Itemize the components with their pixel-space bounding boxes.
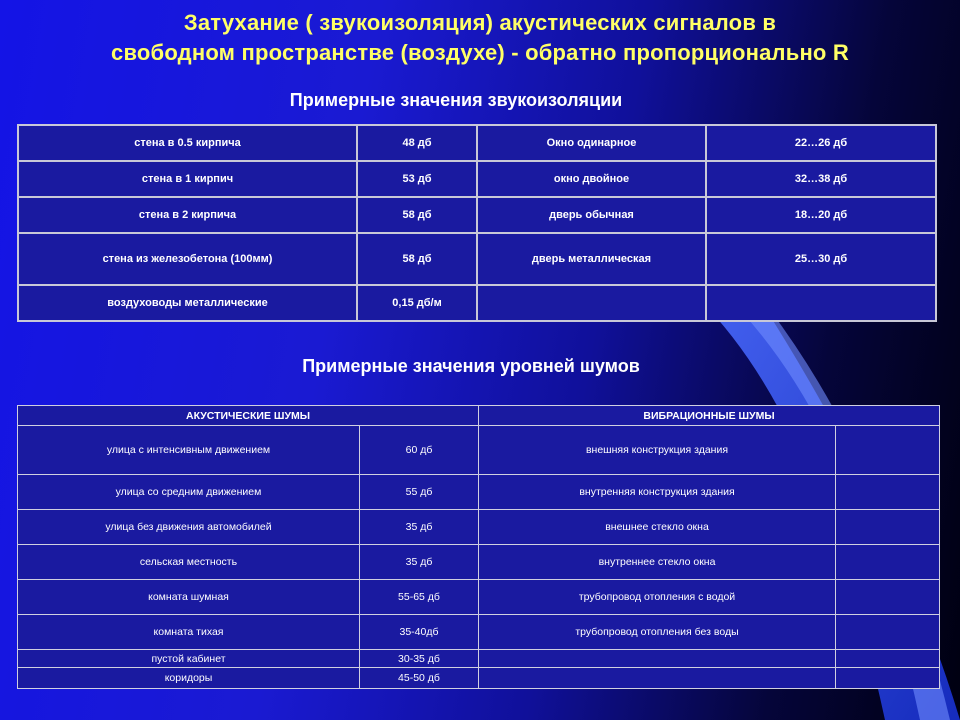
- opening-cell: Окно одинарное: [477, 125, 706, 161]
- noise-row: [18, 545, 940, 580]
- opening-cell: [477, 285, 706, 321]
- insulation-heading: Примерные значения звукоизоляции: [289, 90, 623, 110]
- insulation-table: [17, 124, 937, 322]
- acoustic-level-cell: 30-35 дб: [360, 650, 479, 668]
- noise-row: [18, 510, 940, 545]
- vibration-level-cell: [836, 426, 940, 475]
- acoustic-level-cell: 35-40дб: [360, 615, 479, 650]
- slide-title-line-2: свободном пространстве (воздухе) - обратно пропорционально R: [111, 40, 849, 65]
- material-cell: стена в 0.5 кирпича: [18, 125, 357, 161]
- slide-title: [20, 8, 940, 68]
- insulation-row: [18, 197, 936, 233]
- vibration-level-cell: [836, 580, 940, 615]
- vibration-level-cell: [836, 668, 940, 689]
- opening-cell: окно двойное: [477, 161, 706, 197]
- noise-row: [18, 650, 940, 668]
- noise-row: [18, 580, 940, 615]
- vibration-source-cell: внешнее стекло окна: [479, 510, 836, 545]
- noise-heading: Примерные значения уровней шумов: [302, 356, 640, 376]
- acoustic-level-cell: 60 дб: [360, 426, 479, 475]
- acoustic-level-cell: 55-65 дб: [360, 580, 479, 615]
- acoustic-source-cell: улица с интенсивным движением: [18, 426, 360, 475]
- vibration-source-cell: внешняя конструкция здания: [479, 426, 836, 475]
- vibration-level-cell: [836, 475, 940, 510]
- vibration-noise-header: ВИБРАЦИОННЫЕ ШУМЫ: [479, 406, 940, 426]
- acoustic-level-cell: 45-50 дб: [360, 668, 479, 689]
- material-cell: стена в 1 кирпич: [18, 161, 357, 197]
- acoustic-source-cell: коридоры: [18, 668, 360, 689]
- insulation-value-cell: 53 дб: [357, 161, 477, 197]
- opening-cell: дверь металлическая: [477, 233, 706, 285]
- vibration-source-cell: [479, 650, 836, 668]
- acoustic-noise-header: АКУСТИЧЕСКИЕ ШУМЫ: [18, 406, 479, 426]
- acoustic-source-cell: сельская местность: [18, 545, 360, 580]
- opening-value-cell: 25…30 дб: [706, 233, 936, 285]
- noise-row: [18, 668, 940, 689]
- opening-value-cell: 22…26 дб: [706, 125, 936, 161]
- acoustic-source-cell: комната шумная: [18, 580, 360, 615]
- opening-cell: дверь обычная: [477, 197, 706, 233]
- insulation-row: [18, 125, 936, 161]
- vibration-source-cell: трубопровод отопления с водой: [479, 580, 836, 615]
- opening-value-cell: [706, 285, 936, 321]
- noise-row: [18, 426, 940, 475]
- insulation-value-cell: 58 дб: [357, 197, 477, 233]
- noise-row: [18, 615, 940, 650]
- slide-title-line-1: Затухание ( звукоизоляция) акустических сигналов в: [183, 10, 777, 35]
- acoustic-level-cell: 35 дб: [360, 510, 479, 545]
- material-cell: воздуховоды металлические: [18, 285, 357, 321]
- vibration-source-cell: [479, 668, 836, 689]
- noise-table: [17, 405, 940, 689]
- vibration-level-cell: [836, 615, 940, 650]
- vibration-level-cell: [836, 650, 940, 668]
- vibration-source-cell: трубопровод отопления без воды: [479, 615, 836, 650]
- acoustic-source-cell: пустой кабинет: [18, 650, 360, 668]
- insulation-value-cell: 0,15 дб/м: [357, 285, 477, 321]
- vibration-source-cell: внутреннее стекло окна: [479, 545, 836, 580]
- insulation-value-cell: 58 дб: [357, 233, 477, 285]
- acoustic-level-cell: 55 дб: [360, 475, 479, 510]
- acoustic-source-cell: улица со средним движением: [18, 475, 360, 510]
- noise-header-row: [18, 406, 940, 426]
- vibration-source-cell: внутренняя конструкция здания: [479, 475, 836, 510]
- insulation-row: [18, 233, 936, 285]
- noise-row: [18, 475, 940, 510]
- acoustic-level-cell: 35 дб: [360, 545, 479, 580]
- insulation-value-cell: 48 дб: [357, 125, 477, 161]
- insulation-row: [18, 161, 936, 197]
- acoustic-source-cell: улица без движения автомобилей: [18, 510, 360, 545]
- vibration-level-cell: [836, 545, 940, 580]
- material-cell: стена из железобетона (100мм): [18, 233, 357, 285]
- vibration-level-cell: [836, 510, 940, 545]
- insulation-row: [18, 285, 936, 321]
- opening-value-cell: 18…20 дб: [706, 197, 936, 233]
- acoustic-source-cell: комната тихая: [18, 615, 360, 650]
- opening-value-cell: 32…38 дб: [706, 161, 936, 197]
- material-cell: стена в 2 кирпича: [18, 197, 357, 233]
